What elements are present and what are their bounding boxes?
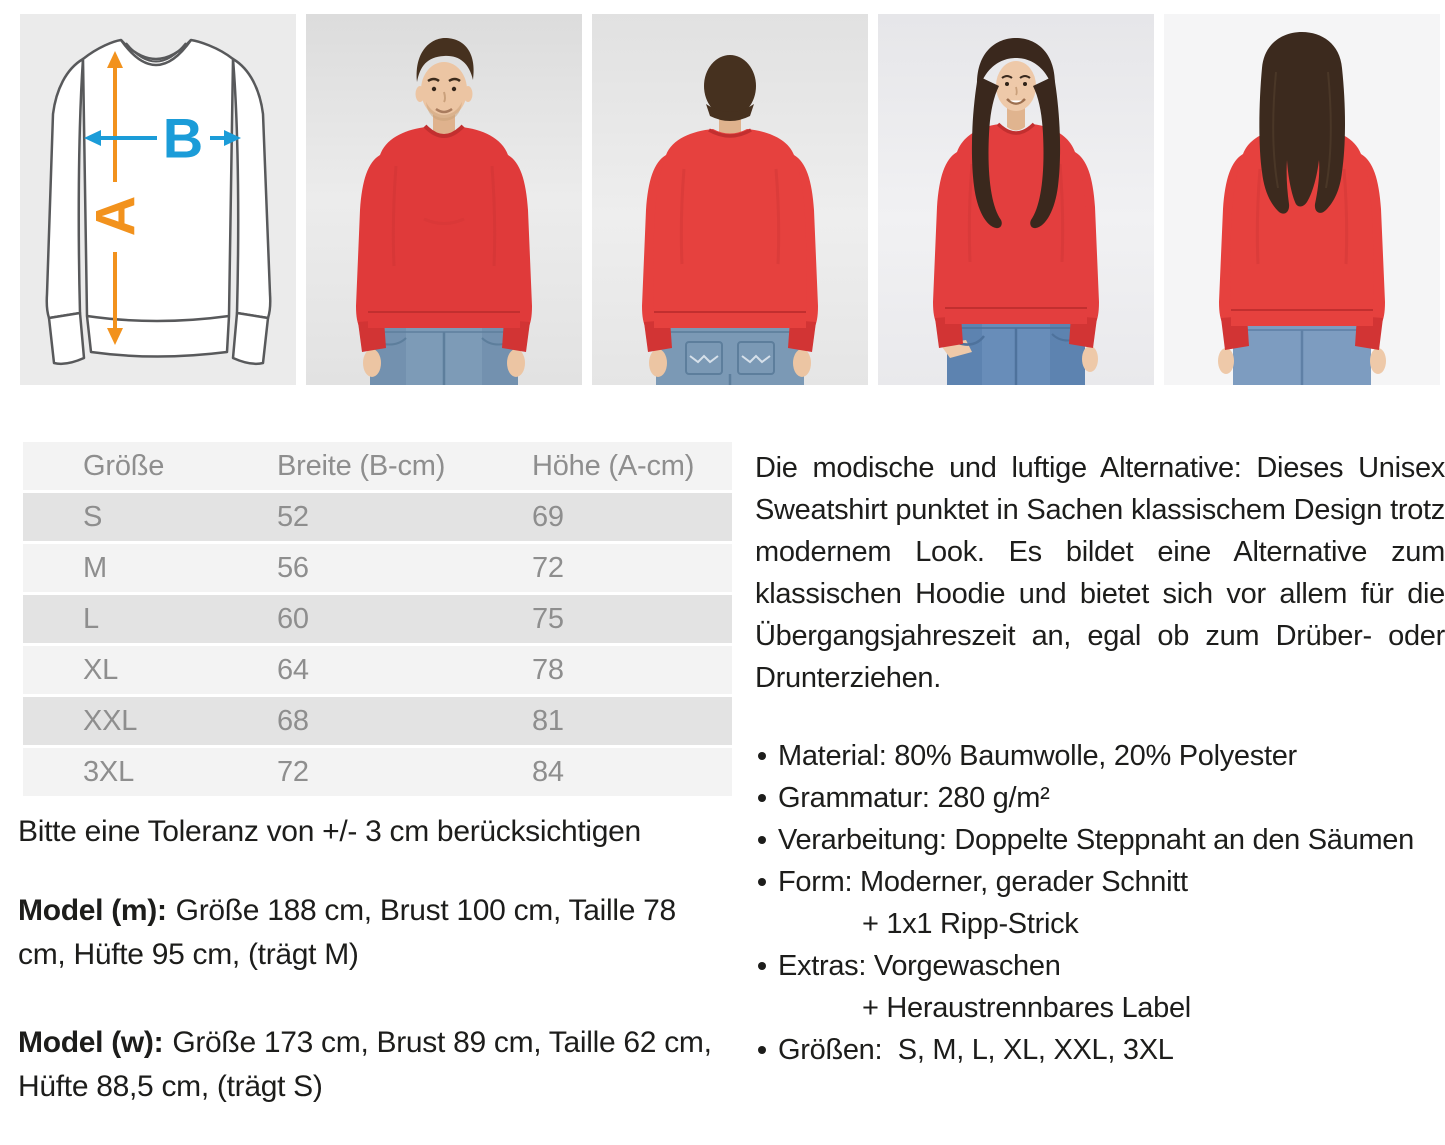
red-sweatshirt: [356, 126, 532, 352]
feature-item: [755, 735, 1445, 777]
feature-text: Extras: Vorgewaschen: [778, 950, 1061, 982]
size-label-cell: S: [83, 500, 103, 533]
female-model-label: Model (w):: [18, 1026, 164, 1059]
jeans-back: [1233, 318, 1371, 385]
hand: [793, 349, 811, 377]
product-description: Die modische und luftige Alternative: Dieses Unisex Sweatshirt punktet in Sachen klassischem Design trotz modernem Look. Es bildet eine Alternative zum klassischen Hoodie und bietet sich vor allem für die Übergangsjahreszeit an, egal ob zum Drüber- oder Drunterziehen.: [755, 452, 1445, 694]
measurement-cell: 81: [532, 704, 564, 737]
measurement-cell: 84: [532, 755, 564, 788]
feature-text: Grammatur: 280 g/m²: [778, 782, 1050, 814]
column-header-size: Größe: [83, 449, 165, 482]
measurement-cell: 75: [532, 602, 564, 635]
size-label-cell: XL: [83, 653, 119, 686]
size-label-cell: L: [83, 602, 99, 635]
feature-item: [755, 777, 1445, 819]
feature-item: [755, 861, 1445, 945]
size-table-body: [23, 493, 732, 796]
feature-subline: + Heraustrennbares Label: [862, 992, 1191, 1024]
measurement-cell: 52: [277, 500, 309, 533]
hand: [507, 349, 525, 377]
feature-text: Größen: S, M, L, XL, XXL, 3XL: [778, 1034, 1174, 1066]
feature-item: [755, 1029, 1445, 1071]
sweatshirt-measurement-diagram: [20, 14, 296, 385]
feature-subline: + 1x1 Ripp-Strick: [862, 908, 1079, 940]
size-table-row: [23, 595, 732, 643]
measurement-cell: 68: [277, 704, 309, 737]
size-table-row: [23, 646, 732, 694]
description-column: [755, 442, 1445, 1109]
size-label-cell: XXL: [83, 704, 138, 737]
size-table-row: [23, 493, 732, 541]
jeans: [370, 320, 518, 385]
feature-text: Material: 80% Baumwolle, 20% Polyester: [778, 740, 1297, 772]
feature-text: Form: Moderner, gerader Schnitt: [778, 866, 1188, 898]
female-model-details: Größe 173 cm, Brust 89 cm, Taille 62 cm, Hüfte 88,5 cm, (trägt S): [18, 1026, 712, 1103]
red-sweatshirt: [933, 124, 1099, 348]
size-table-row: [23, 748, 732, 796]
male-model-back-photo: [592, 14, 868, 385]
size-label-cell: 3XL: [83, 755, 134, 788]
size-info-column: [18, 442, 740, 1109]
measurement-cell: 72: [532, 551, 564, 584]
feature-item: [755, 945, 1445, 1029]
female-model-back-photo: [1164, 14, 1440, 385]
hand: [363, 349, 381, 377]
measurement-cell: 60: [277, 602, 309, 635]
male-front-illustration: [306, 14, 582, 385]
size-table-row: [23, 544, 732, 592]
male-back-illustration: [592, 14, 868, 385]
measurement-cell: 72: [277, 755, 309, 788]
red-sweatshirt-back: [642, 129, 818, 352]
male-model-measurements: [18, 889, 718, 977]
male-model-front-photo: [306, 14, 582, 385]
hair-back: [1259, 32, 1345, 214]
diagram-label-b: B: [162, 106, 204, 170]
feature-text: Verarbeitung: Doppelte Steppnaht an den Säumen: [778, 824, 1414, 856]
column-header-width: Breite (B-cm): [277, 449, 446, 482]
measurement-cell: 69: [532, 500, 564, 533]
measurement-cell: 64: [277, 653, 309, 686]
size-table: [23, 439, 732, 799]
hand: [649, 349, 667, 377]
feature-item: [755, 819, 1445, 861]
hair-back: [704, 55, 756, 121]
table-header-row: [23, 442, 732, 490]
jeans-back: [656, 320, 804, 385]
column-header-height: Höhe (A-cm): [532, 449, 695, 482]
face: [996, 61, 1036, 111]
feature-list: [755, 735, 1445, 1071]
size-label-cell: M: [83, 551, 107, 584]
female-model-front-photo: [878, 14, 1154, 385]
size-table-header: [23, 442, 732, 490]
measurement-cell: 56: [277, 551, 309, 584]
hand: [1370, 348, 1386, 374]
female-model-measurements: [18, 1021, 718, 1109]
size-diagram-image: [20, 14, 296, 385]
measurement-cell: 78: [532, 653, 564, 686]
hand: [1082, 346, 1098, 372]
male-model-details: Größe 188 cm, Brust 100 cm, Taille 78 cm, Hüfte 95 cm, (trägt M): [18, 894, 676, 971]
female-front-illustration: [878, 14, 1154, 385]
hand: [1218, 348, 1234, 374]
product-details: [0, 442, 1445, 1109]
female-back-illustration: [1164, 14, 1440, 385]
product-image-strip: [0, 0, 1445, 385]
size-table-row: [23, 697, 732, 745]
tolerance-note: Bitte eine Toleranz von +/- 3 cm berücksichtigen: [18, 815, 641, 848]
diagram-label-a: A: [83, 195, 147, 237]
male-model-label: Model (m):: [18, 894, 167, 927]
